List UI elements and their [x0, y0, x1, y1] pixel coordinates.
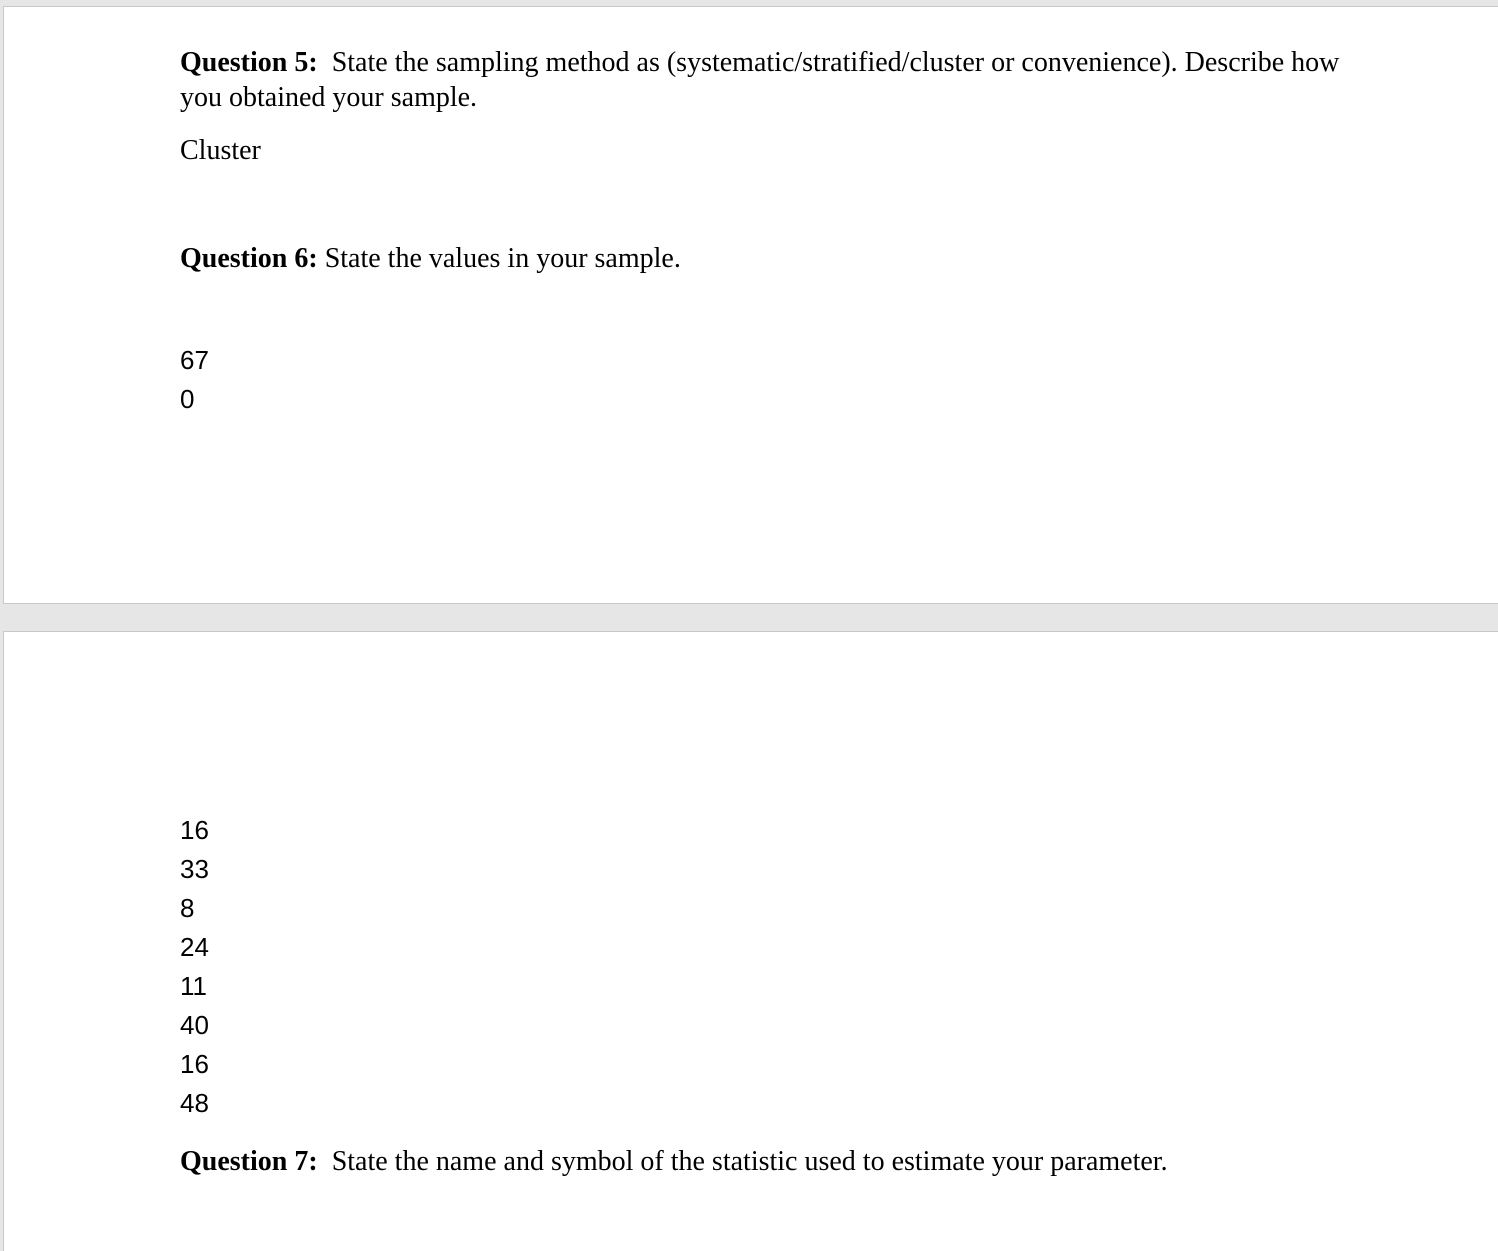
- question-7-text: State the name and symbol of the statistic used to estimate your parameter.: [331, 1146, 1168, 1177]
- document-page-2: [3, 631, 1498, 1251]
- sample-value: 48: [180, 1088, 209, 1118]
- sample-values-list-page-1: [180, 341, 209, 419]
- sample-value: 11: [180, 971, 207, 1001]
- question-7-label: Question 7:: [180, 1146, 318, 1177]
- sample-value: 16: [180, 815, 209, 845]
- sample-value: 67: [180, 345, 209, 375]
- sample-value: 33: [180, 854, 209, 884]
- question-5-text: State the sampling method as (systematic/stratified/cluster or convenience). Describe how you obtained your sample.: [180, 47, 1340, 113]
- question-5-answer: Cluster: [180, 135, 261, 166]
- sample-value: 8: [180, 893, 195, 923]
- sample-value: 24: [180, 932, 209, 962]
- question-7: [180, 1144, 1380, 1179]
- question-6: [180, 241, 1340, 276]
- question-5: [180, 45, 1340, 115]
- sample-value: 0: [180, 384, 195, 414]
- sample-value: 16: [180, 1049, 209, 1079]
- question-6-text: State the values in your sample.: [324, 243, 681, 274]
- document-page-1: [3, 6, 1498, 604]
- sample-values-list-page-2: [180, 811, 209, 1123]
- question-5-label: Question 5:: [180, 47, 318, 78]
- question-6-label: Question 6:: [180, 243, 318, 274]
- sample-value: 40: [180, 1010, 209, 1040]
